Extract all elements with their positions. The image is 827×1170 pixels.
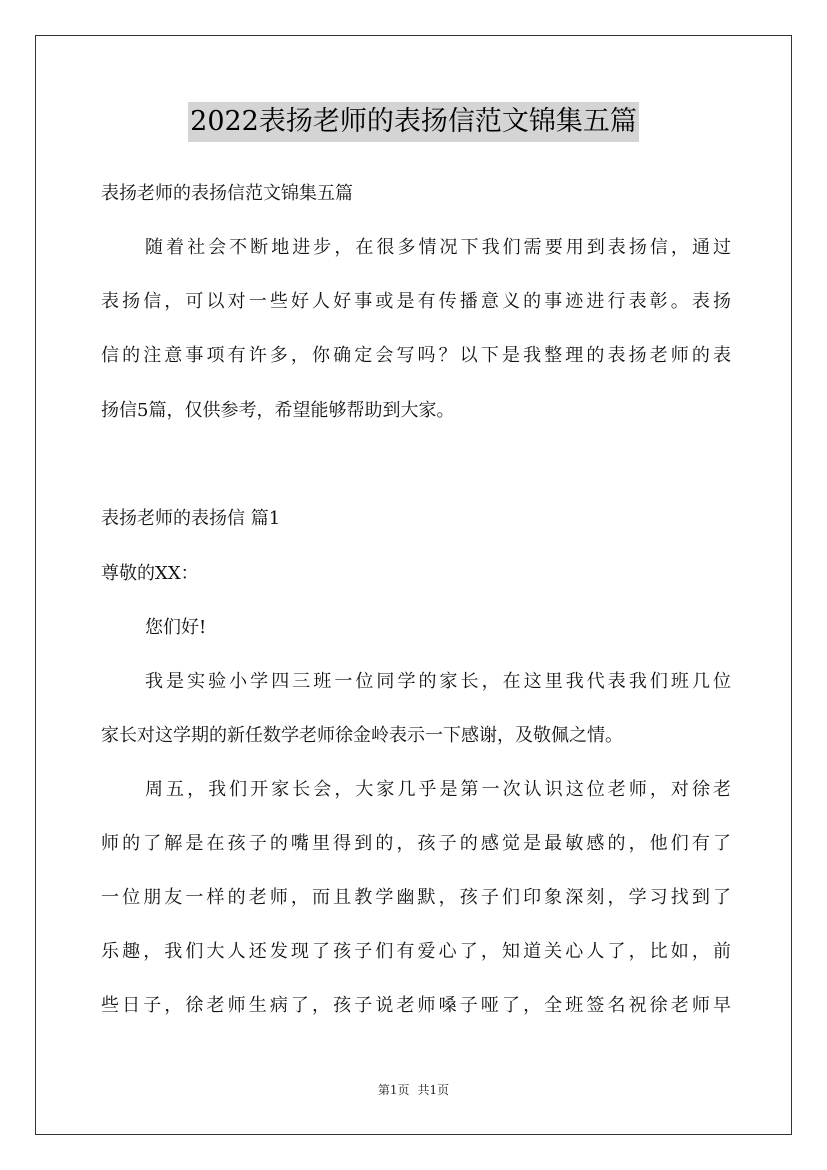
- intro-line-4: 扬信5篇，仅供参考，希望能够帮助到大家。: [101, 400, 455, 421]
- section-heading: 表扬老师的表扬信 篇1: [101, 508, 281, 529]
- intro-line-2: 表扬信，可以对一些好人好事或是有传播意义的事迹进行表彰。表扬: [101, 291, 731, 312]
- paragraph1-line-1: 我是实验小学四三班一位同学的家长，在这里我代表我们班几位: [145, 671, 731, 692]
- page-footer: [0, 1082, 827, 1098]
- document-subtitle: 表扬老师的表扬信范文锦集五篇: [101, 183, 353, 204]
- salutation: 尊敬的XX：: [101, 563, 199, 584]
- page-number: 第1页: [377, 1083, 410, 1097]
- greeting: 您们好!: [145, 617, 207, 638]
- intro-line-3: 信的注意事项有许多，你确定会写吗？以下是我整理的表扬老师的表: [101, 345, 731, 366]
- paragraph2-line-5: 些日子，徐老师生病了，孩子说老师嗓子哑了，全班签名祝徐老师早: [101, 995, 731, 1016]
- paragraph1-line-2: 家长对这学期的新任数学老师徐金岭表示一下感谢，及敬佩之情。: [101, 725, 623, 746]
- paragraph2-line-1: 周五，我们开家长会，大家几乎是第一次认识这位老师，对徐老: [145, 779, 731, 800]
- paragraph2-line-2: 师的了解是在孩子的嘴里得到的，孩子的感觉是最敏感的，他们有了: [101, 833, 731, 854]
- paragraph2-line-3: 一位朋友一样的老师，而且教学幽默，孩子们印象深刻，学习找到了: [101, 887, 731, 908]
- paragraph2-line-4: 乐趣，我们大人还发现了孩子们有爱心了，知道关心人了，比如，前: [101, 941, 731, 962]
- title-container: [0, 102, 827, 142]
- page-total: 共1页: [417, 1083, 450, 1097]
- intro-line-1: 随着社会不断地进步，在很多情况下我们需要用到表扬信，通过: [145, 237, 731, 258]
- document-title: 2022表扬老师的表扬信范文锦集五篇: [188, 102, 639, 142]
